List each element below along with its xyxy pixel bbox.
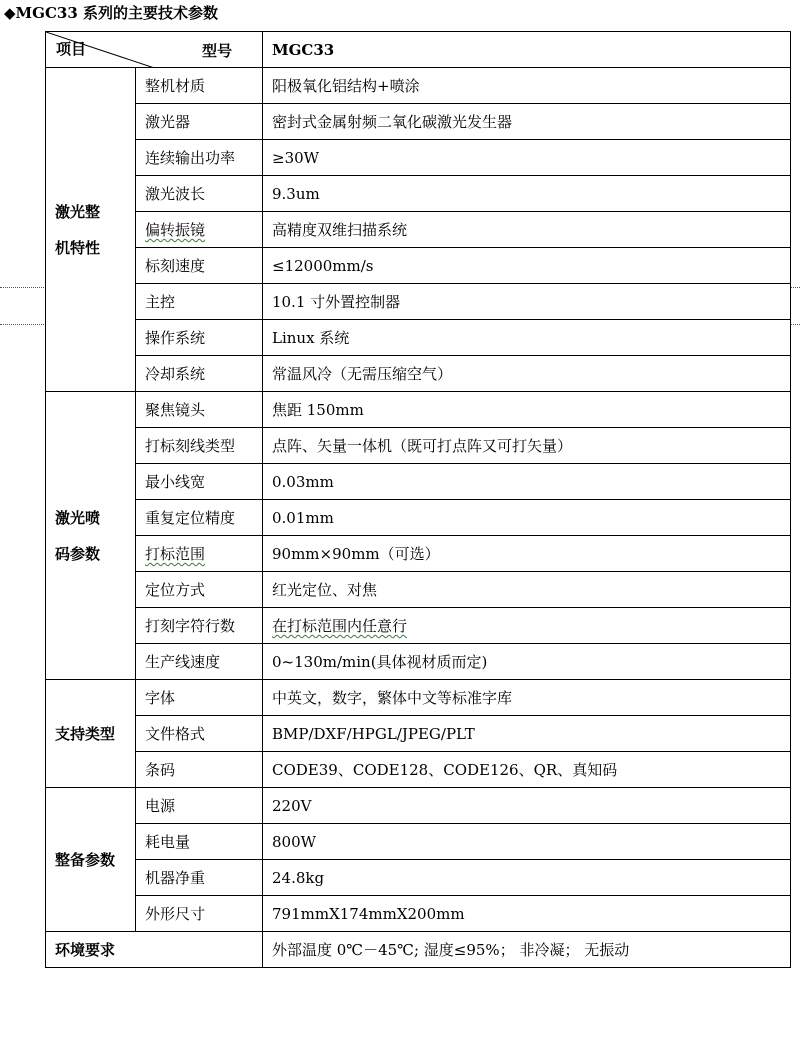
param-name: 偏转振镜: [136, 212, 263, 248]
param-name: 生产线速度: [136, 644, 263, 680]
page-title: ◆MGC33 系列的主要技术参数: [4, 4, 218, 22]
table-row: [46, 212, 791, 248]
param-name: 冷却系统: [136, 356, 263, 392]
environment-value: 外部温度 0℃－45℃; 湿度≤95%； 非冷凝； 无振动: [263, 932, 791, 968]
param-value: Linux 系统: [263, 320, 791, 356]
param-name: 定位方式: [136, 572, 263, 608]
table-row: [46, 932, 791, 968]
param-value: 红光定位、对焦: [263, 572, 791, 608]
param-value: 焦距 150mm: [263, 392, 791, 428]
model-value: MGC33: [263, 32, 791, 68]
param-value: 800W: [263, 824, 791, 860]
param-name: 文件格式: [136, 716, 263, 752]
table-row: [46, 680, 791, 716]
table-row: [46, 320, 791, 356]
param-name: 电源: [136, 788, 263, 824]
diagonal-header-cell: [46, 32, 263, 68]
param-value: ≥30W: [263, 140, 791, 176]
group-label: 支持类型: [46, 680, 136, 788]
param-name: 耗电量: [136, 824, 263, 860]
param-value: 10.1 寸外置控制器: [263, 284, 791, 320]
table-row: [46, 572, 791, 608]
table-header-row: [46, 32, 791, 68]
group-label: 整备参数: [46, 788, 136, 932]
table-row: [46, 392, 791, 428]
group-label: 激光整 机特性: [46, 68, 136, 392]
param-name: 标刻速度: [136, 248, 263, 284]
param-value: 9.3um: [263, 176, 791, 212]
param-value: CODE39、CODE128、CODE126、QR、真知码: [263, 752, 791, 788]
param-value: 220V: [263, 788, 791, 824]
param-value: BMP/DXF/HPGL/JPEG/PLT: [263, 716, 791, 752]
param-value: 中英文，数字，繁体中文等标准字库: [263, 680, 791, 716]
param-value: 90mm×90mm（可选）: [263, 536, 791, 572]
param-name: 激光器: [136, 104, 263, 140]
table-row: [46, 500, 791, 536]
group-label: 激光喷 码参数: [46, 392, 136, 680]
param-value: 0.01mm: [263, 500, 791, 536]
param-value: 阳极氧化铝结构+喷涂: [263, 68, 791, 104]
table-row: [46, 176, 791, 212]
table-row: [46, 788, 791, 824]
table-row: [46, 644, 791, 680]
table-row: [46, 464, 791, 500]
param-value: 点阵、矢量一体机（既可打点阵又可打矢量）: [263, 428, 791, 464]
param-name: 打标刻线类型: [136, 428, 263, 464]
table-row: [46, 608, 791, 644]
table-row: [46, 536, 791, 572]
environment-label: 环境要求: [46, 932, 263, 968]
param-value: 在打标范围内任意行: [263, 608, 791, 644]
param-name: 机器净重: [136, 860, 263, 896]
param-value: 高精度双维扫描系统: [263, 212, 791, 248]
param-name: 外形尺寸: [136, 896, 263, 932]
param-value: 常温风冷（无需压缩空气）: [263, 356, 791, 392]
param-value: 0~130m/min(具体视材质而定): [263, 644, 791, 680]
param-name: 最小线宽: [136, 464, 263, 500]
param-name: 主控: [136, 284, 263, 320]
table-row: [46, 716, 791, 752]
table-row: [46, 140, 791, 176]
table-row: [46, 104, 791, 140]
table-row: [46, 896, 791, 932]
table-row: [46, 860, 791, 896]
table-row: [46, 356, 791, 392]
param-name: 操作系统: [136, 320, 263, 356]
param-name: 字体: [136, 680, 263, 716]
item-header-label: 项目: [56, 40, 87, 58]
param-name: 聚焦镜头: [136, 392, 263, 428]
param-value: 密封式金属射频二氧化碳激光发生器: [263, 104, 791, 140]
table-row: [46, 68, 791, 104]
param-name: 打标范围: [136, 536, 263, 572]
param-name: 重复定位精度: [136, 500, 263, 536]
param-value: ≤12000mm/s: [263, 248, 791, 284]
param-name: 整机材质: [136, 68, 263, 104]
param-name: 连续输出功率: [136, 140, 263, 176]
param-name: 激光波长: [136, 176, 263, 212]
table-row: [46, 428, 791, 464]
param-value: 0.03mm: [263, 464, 791, 500]
table-row: [46, 752, 791, 788]
param-value: 791mmX174mmX200mm: [263, 896, 791, 932]
param-value: 24.8kg: [263, 860, 791, 896]
model-header-label: 型号: [201, 42, 232, 60]
table-row: [46, 824, 791, 860]
spec-table: [45, 31, 791, 968]
table-row: [46, 284, 791, 320]
table-row: [46, 248, 791, 284]
param-name: 条码: [136, 752, 263, 788]
param-name: 打刻字符行数: [136, 608, 263, 644]
